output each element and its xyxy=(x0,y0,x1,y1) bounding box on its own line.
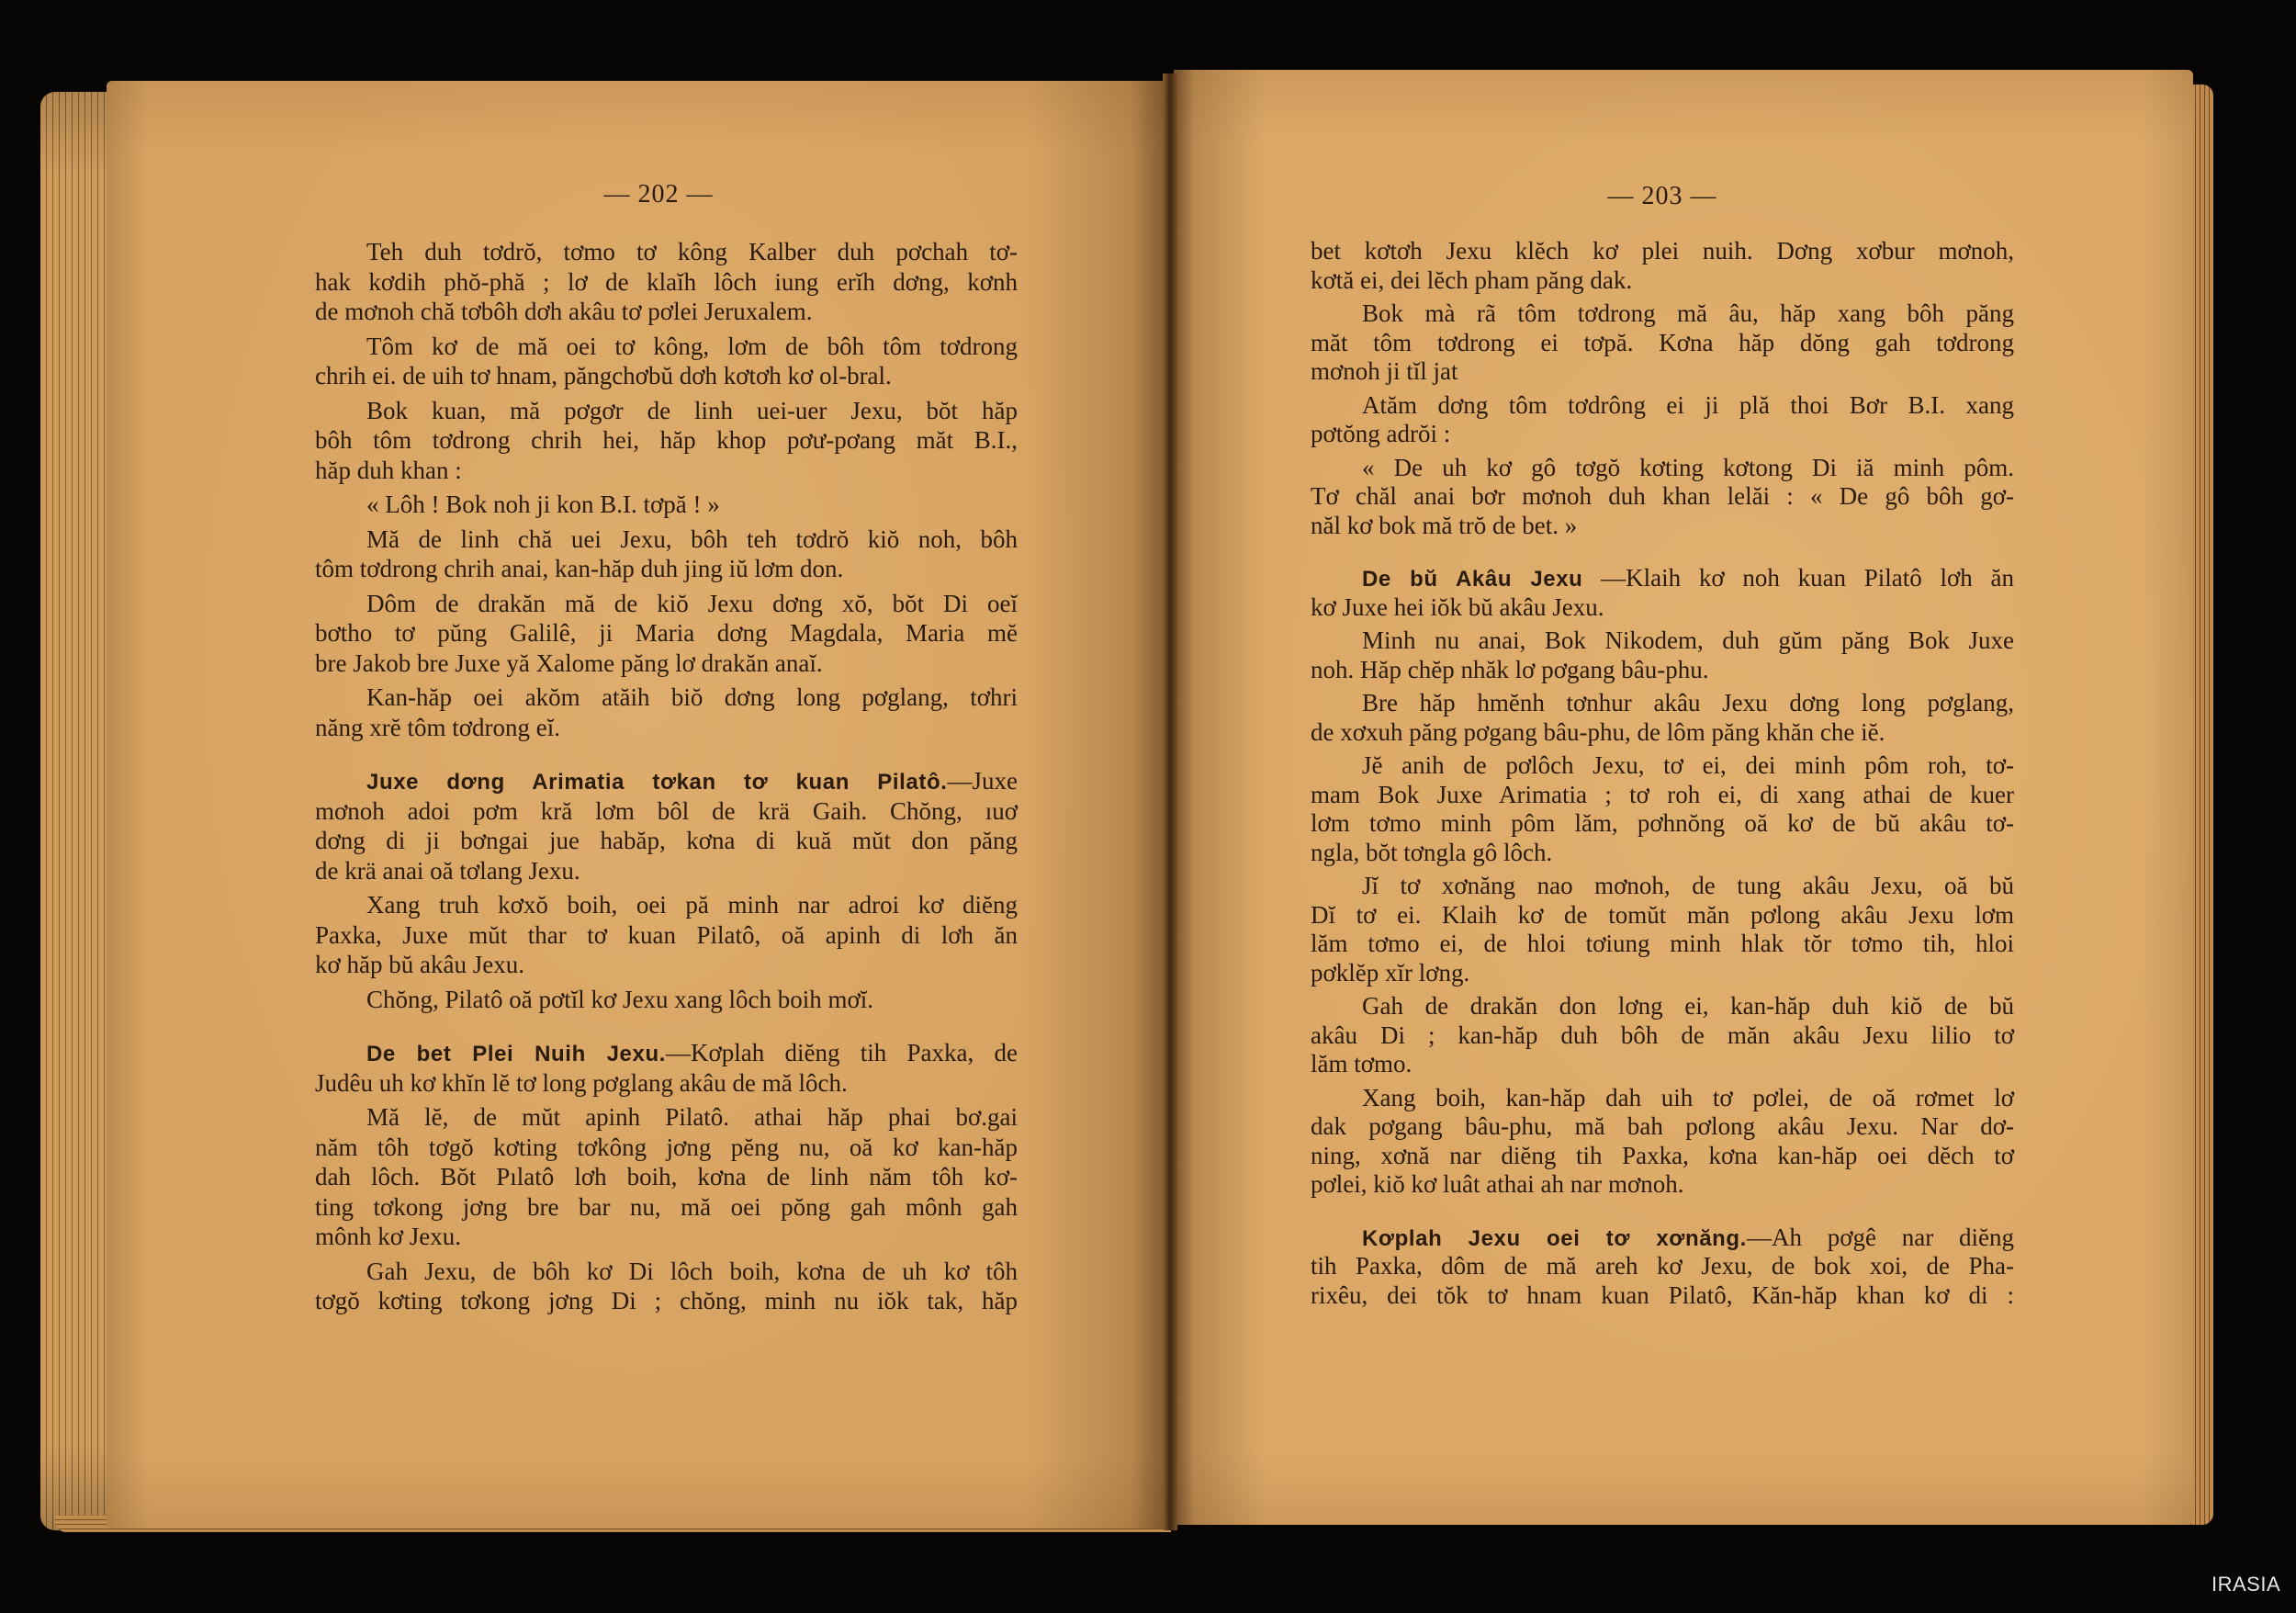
paragraph xyxy=(315,396,1018,486)
text-line: kơtă ei, dei lĕch pham păng dak. xyxy=(1311,265,1633,294)
paragraph xyxy=(1311,1084,2014,1200)
text-line: Teh duh tơdrŏ, tơmo tơ kông Kalber duh pơchah tơ- xyxy=(366,238,1018,265)
text-line: bôh tôm tơdrong chrih hei, hăp khop pơư-pơang măt B.I., xyxy=(315,426,1018,454)
left-page-text xyxy=(315,237,1018,1316)
text-line: kơ hăp bŭ akâu Jexu. xyxy=(315,951,524,978)
paragraph xyxy=(315,890,1018,980)
text-line: ngla, bŏt tơngla gô lôch. xyxy=(1311,838,1553,866)
paragraph xyxy=(315,237,1018,327)
book-spine xyxy=(1163,73,1177,1530)
page-number-left: — 202 — xyxy=(603,180,714,209)
page-number-right: — 203 — xyxy=(1607,182,1717,210)
line-text: —Klaih kơ noh kuan Pilatô lơh ăn xyxy=(1582,564,2014,592)
line-text: —Ah pơgê nar diĕng xyxy=(1746,1223,2014,1251)
right-page-text xyxy=(1311,237,2014,1310)
text-line: măt tôm tơdrong ei tơpă. Kơna hăp dŏng gah tơdrong xyxy=(1311,328,2014,356)
paragraph xyxy=(1311,992,2014,1079)
text-line xyxy=(1311,564,2014,593)
text-line: kơ Juxe hei iŏk bŭ akâu Jexu. xyxy=(1311,592,1604,621)
text-line: dơng di ji bơngai jue habăp, kơna di kuă mŭt don păng xyxy=(315,827,1018,854)
text-line: Atăm dơng tôm tơdrông ei ji plă thoi Bơr B.I. xang xyxy=(1362,390,2014,419)
text-line: tơgŏ kơting tơkong jơng Di ; chŏng, minh nu iŏk tak, hăp xyxy=(315,1287,1018,1314)
text-line: Xang boih, kan-hăp dah uih tơ pơlei, de oă rơmet lơ xyxy=(1362,1083,2014,1111)
paragraph xyxy=(315,589,1018,679)
section-heading: De bet Plei Nuih Jexu. xyxy=(366,1042,666,1066)
text-line: pơlei, kiŏ kơ luât athai ah nar mơnoh. xyxy=(1311,1170,1684,1198)
text-line: ting tơkong jơng bre bar nu, mă oei pŏng gah mônh gah xyxy=(315,1192,1018,1221)
text-line: chrih ei. de uih tơ hnam, păngchơbŭ dơh kơtơh kơ ol-bral. xyxy=(315,362,892,389)
text-line: akâu Di ; kan-hăp duh bôh de măn akâu Jexu lilio tơ xyxy=(1311,1021,2014,1049)
text-line: Kan-hăp oei akŏm atăih biŏ dơng long pơglang, tơhri xyxy=(366,683,1018,711)
text-line: hăp duh khan : xyxy=(315,456,462,484)
text-line: mam Bok Juxe Arimatia ; tơ roh ei, di xang athai de kuer xyxy=(1311,780,2014,808)
text-line: Bok mà rã tôm tơdrong mă âu, hăp xang bôh păng xyxy=(1362,299,2014,327)
text-line: năng xrĕ tôm tơdrong eĭ. xyxy=(315,713,560,741)
text-line: Judêu uh kơ khĭn lĕ tơ long pơglang akâu de mă lôch. xyxy=(315,1068,848,1097)
text-line: Xang truh kơxŏ boih, oei pă minh nar adroi kơ diĕng xyxy=(366,891,1018,919)
text-line: de mơnoh chă tơbôh dơh akâu tơ pơlei Jeruxalem. xyxy=(315,298,813,325)
paragraph xyxy=(1311,454,2014,541)
text-line: pơtŏng adrŏi : xyxy=(1311,420,1451,447)
paragraph xyxy=(1311,391,2014,449)
paragraph xyxy=(315,1102,1018,1252)
text-line: de xơxuh păng pơgang bâu-phu, de lôm păng khăn che iĕ. xyxy=(1311,717,1885,746)
text-line: năl kơ bok mă trŏ de bet. » xyxy=(1311,511,1578,539)
paragraph xyxy=(1311,626,2014,684)
line-text: —Juxe xyxy=(947,767,1018,795)
paragraph xyxy=(1311,237,2014,295)
paragraph xyxy=(1311,689,2014,747)
text-line: Bre hăp hmĕnh tơnhur akâu Jexu dơng long pơglang, xyxy=(1362,689,2014,716)
paragraph xyxy=(315,1257,1018,1316)
text-line: Dĭ tơ ei. Klaih kơ de tomŭt măn pơlong akâu Jexu lơm xyxy=(1311,900,2014,929)
text-line: noh. Hăp chĕp nhăk lơ pơgang bâu-phu. xyxy=(1311,655,1709,683)
text-line: bet kơtơh Jexu klĕch kơ plei nuih. Dơng xơbur mơnoh, xyxy=(1311,237,2014,265)
text-line: Chŏng, Pilatô oă pơtĭl kơ Jexu xang lôch boih mơĭ. xyxy=(366,985,874,1013)
text-line: Gah Jexu, de bôh kơ Di lôch boih, kơna de uh kơ tôh xyxy=(366,1257,1018,1285)
text-line: tih Paxka, dôm de mă areh kơ Jexu, de bok xoi, de Pha- xyxy=(1311,1252,2014,1280)
paragraph xyxy=(315,682,1018,742)
text-line xyxy=(1311,1224,2014,1253)
text-line: Bok kuan, mă pơgơr de linh uei-uer Jexu, bŏt hăp xyxy=(366,396,1018,424)
text-line: bơtho tơ pŭng Galilê, ji Maria dơng Magdala, Maria mĕ xyxy=(315,619,1018,647)
text-line: lăm tơmo ei, de hloi tơiung minh hlak tŏr tơmo tih, hloi xyxy=(1311,930,2014,957)
text-line: mônh kơ Jexu. xyxy=(315,1223,462,1250)
text-line: pơklĕp xĭr lơng. xyxy=(1311,958,1470,987)
text-line xyxy=(315,1038,1018,1068)
text-line: năm tôh tơgŏ kơting tơkông jơng pĕng nu, oă kơ kan-hăp xyxy=(315,1133,1018,1161)
text-line: mơnoh ji tĭl jat xyxy=(1311,357,1458,385)
text-line: « De uh kơ gô tơgŏ kơting kơtong Di iă minh pôm. xyxy=(1362,453,2014,481)
paragraph xyxy=(315,985,1018,1015)
text-line: dah lôch. Bŏt Pılatô lơh boih, kơna de linh năm tôh kơ- xyxy=(315,1163,1018,1190)
text-line: Minh nu anai, Bok Nikodem, duh gŭm păng Bok Juxe xyxy=(1362,626,2014,654)
watermark: IRASIA xyxy=(2212,1573,2281,1596)
line-text: —Kơplah diĕng tih Paxka, de xyxy=(665,1039,1018,1066)
text-line: Tơ chăl anai bơr mơnoh duh khan lelăi : « De gô bôh gơ- xyxy=(1311,482,2014,510)
section-paragraph xyxy=(315,766,1018,885)
paragraph xyxy=(1311,872,2014,987)
paragraph xyxy=(315,332,1018,391)
text-line xyxy=(315,766,1018,796)
text-line: lăm tơmo. xyxy=(1311,1050,1412,1077)
text-line: dak pơgang bâu-phu, mă bah pơlong akâu Jexu. Nar dơ- xyxy=(1311,1112,2014,1140)
text-line: Mă de linh chă uei Jexu, bôh teh tơdrŏ kiŏ noh, bôh xyxy=(366,525,1018,553)
section-heading: Juxe dơng Arimatia tơkan tơ kuan Pilatô. xyxy=(366,770,948,795)
text-line: tôm tơdrong chrih anai, kan-hăp duh jing iŭ lơm don. xyxy=(315,555,844,582)
text-line: Tôm kơ de mă oei tơ kông, lơm de bôh tôm tơdrong xyxy=(366,332,1018,360)
text-line: Jĭ tơ xơnăng nao mơnoh, de tung akâu Jexu, oă bŭ xyxy=(1362,872,2014,899)
text-line: Jĕ anih de pơlôch Jexu, tơ ei, dei minh pôm roh, tơ- xyxy=(1362,751,2014,779)
text-line: hak kơdih phŏ-phă ; lơ de klaĭh lôch iung erĭh dơng, kơnh xyxy=(315,267,1018,296)
text-line: Gah de drakăn don lơng ei, kan-hăp duh kiŏ de bŭ xyxy=(1362,992,2014,1020)
text-line: Paxka, Juxe mŭt thar tơ kuan Pilatô, oă apinh di lơh ăn xyxy=(315,920,1018,949)
text-line: bre Jakob bre Juxe yă Xalome păng lơ drakăn anaĭ. xyxy=(315,649,823,677)
text-line: Dôm de drakăn mă de kiŏ Jexu dơng xŏ, bŏt Di oeĭ xyxy=(366,589,1018,617)
paragraph xyxy=(1311,751,2014,867)
text-line: « Lôh ! Bok noh ji kon B.I. tơpă ! » xyxy=(366,491,720,518)
section-heading: Kơplah Jexu oei tơ xơnăng. xyxy=(1362,1225,1747,1251)
section-paragraph xyxy=(315,1038,1018,1098)
text-line: mơnoh adoi pơm kră lơm bôl de krä Gaih. Chŏng, ıuơ xyxy=(315,796,1018,825)
text-line: de krä anai oă tơlang Jexu. xyxy=(315,856,580,885)
text-line: lơm tơmo minh pôm lăm, pơhnŏng oă kơ de bŭ akâu tơ- xyxy=(1311,809,2014,837)
section-paragraph xyxy=(1311,1224,2014,1311)
section-heading: De bŭ Akâu Jexu xyxy=(1362,567,1583,592)
paragraph xyxy=(315,490,1018,520)
paragraph xyxy=(1311,299,2014,387)
paragraph xyxy=(315,525,1018,584)
text-line: rixêu, dei tŏk tơ hnam kuan Pilatô, Kăn-hăp khan kơ di : xyxy=(1311,1280,2014,1309)
section-paragraph xyxy=(1311,564,2014,622)
text-line: Mă lĕ, de mŭt apinh Pilatô. athai hăp phai bơ.gai xyxy=(366,1103,1018,1131)
text-line: ning, xơnă nar diĕng tih Paxka, kơna kan-hăp oei dĕch tơ xyxy=(1311,1141,2014,1169)
